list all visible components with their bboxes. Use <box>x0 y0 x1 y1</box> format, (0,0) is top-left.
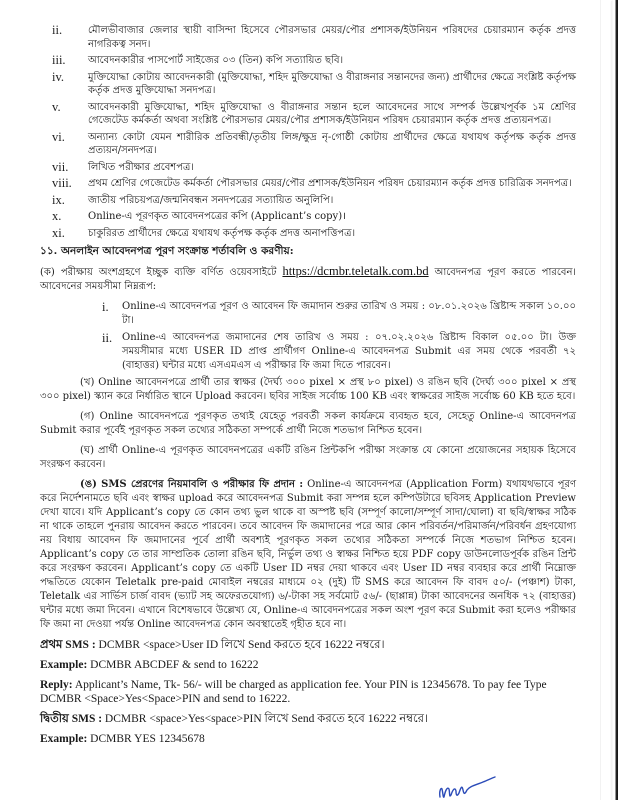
paragraph-ka-prefix: (ক) পরীক্ষায় অংশগ্রহণে ইচ্ছুক ব্যক্তি বর্ণিত ওয়েবসাইটে <box>40 267 283 278</box>
item-text: লিখিত পরীক্ষার প্রবেশপত্র। <box>88 161 194 173</box>
item-number: x. <box>52 209 62 223</box>
paragraph-ka <box>40 264 576 294</box>
first-sms-line <box>40 638 576 652</box>
reply-label: Reply: <box>40 679 73 691</box>
sms-fee-body: Online-এ আবেদনপত্র (Application Form) যথাযথভাবে পূরণ করে নির্দেশনামতে ছবি এবং স্বাক্ষর upload করে আবেদনপত্র Submit করা সম্পন্ন হলে কম্পিউটারে ছবিসহ Application Preview দেখা যাবে। যদি Applicant’s copy তে কোন তথ্য ভুল থাকে বা অস্পষ্ট ছবি (সম্পূর্ণ কালো/সম্পূর্ণ সাদা/ঘোলা) বা ছবি/স্বাক্ষর সঠিক না থাকে তাহলে পুনরায় আবেদন করতে পারবেন। তবে আবেদন ফি জমাদানের পরে আর কোন পরিবর্তন/পরিমার্জন/পরিবর্ধন গ্রহণযোগ্য নয় বিধায় আবেদন ফি জমাদানের পূর্বে প্রার্থী অবশ্যই পূরণকৃত সকল তথ্যের সঠিকতা সম্পর্কে নিজে শতভাগ নিশ্চিত হবেন। Applicant’s copy তে তার সাম্প্রতিক তোলা রঙিন ছবি, নির্ভুল তথ্য ও স্বাক্ষর নিশ্চিত হয়ে PDF copy ডাউনলোডপূর্বক রঙিন প্রিন্ট করে সংরক্ষণ করবেন। Applicant’s copy তে একটি User ID নম্বর দেয়া থাকবে এবং User ID নম্বর ব্যবহার করে প্রার্থী নিম্নোক্ত পদ্ধতিতে যেকোন Teletalk pre-paid মোবাইল নম্বরের মাধ্যমে ০২ (দুই) টি SMS করে আবেদন ফি বাবদ ৫০/- (পঞ্চাশ) টাকা, Teletalk এর সার্ভিস চার্জ বাবদ (ভ্যাট সহ অফেরতযোগ্য) ৬/-টাকা সহ সর্বমোট ৫৬/- (ছাপ্পান্ন) টাকা আবেদনের অনধিক ৭২ (বাহাত্তর) ঘন্টার মধ্যে জমা দিবেন। এখানে বিশেষভাবে উল্লেখ্য যে, Online-এ আবেদনপত্রের সকল অংশ পূরণ করে Submit করা হলেও পরীক্ষার ফি জমা না দেওয়া পর্যন্ত Online আবেদনপত্র কোন অবস্থাতেই গৃহীত হবে না। <box>40 479 576 630</box>
item-number: viii. <box>52 176 72 190</box>
first-sms-text: DCMBR <space>User ID লিখে Send করতে হবে 16222 নম্বরে। <box>95 639 385 651</box>
item-text: মৌলভীবাজার জেলার স্থায়ী বাসিন্দা হিসেবে পৌরসভার মেয়র/পৌর প্রশাসক/ইউনিয়ন পরিষদের চেয়ারম্যান কর্তৃক প্রদত্ত নাগরিকত্ব সনদ। <box>88 25 576 50</box>
example-2-label: Example: <box>40 733 88 745</box>
section-heading: ১১. অনলাইন আবেদনপত্র পূরণ সংক্রান্ত শর্তাবলি ও করণীয়: <box>40 245 294 257</box>
item-text: জাতীয় পরিচয়পত্র/জন্মনিবন্ধন সনদপত্রের সত্যায়িত অনুলিপি। <box>88 194 334 206</box>
document-page <box>40 0 576 752</box>
paragraph-gha: (ঘ) প্রার্থী Online-এ পূরণকৃত আবেদনপত্রের একটি রঙিন প্রিন্টকপি পরীক্ষা সংক্রান্ত যে কোনো প্রয়োজনের সহায়ক হিসেবে সংরক্ষণ করবেন। <box>40 445 576 470</box>
deadline-text: Online-এ আবেদনপত্র জমাদানের শেষ তারিখ ও সময় : ০৭.০২.২০২৬ খ্রিষ্টাব্দ বিকাল ০৫.০০ টা। উক্ত সময়সীমার মধ্যে USER ID প্রাপ্ত প্রার্থীগণ Online-এ আবেদনপত্র Submit এর সময় থেকে পরবর্তী ৭২ (বাহাত্তর) ঘন্টার মধ্যে এসএমএস এ পরীক্ষার ফি জমা দিতে পারবেন। <box>122 332 576 371</box>
item-text: আবেদনকারী মুক্তিযোদ্ধা, শহিদ মুক্তিযোদ্ধা ও বীরাঙ্গনার সন্তান হলে আবেদনের সাথে সম্পর্ক উল্লেখপূর্বক ১ম শ্রেণির গেজেটেড কর্মকর্তা অথবা সংশ্লিষ্ট পৌরসভার মেয়র/পৌর প্রশাসক/ইউনিয়ন পরিষদ চেয়ারম্যান কর্তৃক প্রদত্ত প্রত্যয়নপত্র। <box>88 101 576 126</box>
item-number: iv. <box>52 69 65 84</box>
reply-line <box>40 678 576 706</box>
paper-fold-shadow <box>600 0 601 800</box>
item-text: Online-এ পূরণকৃত আবেদনপত্রের কপি (Applicant’s copy)। <box>88 211 346 222</box>
second-sms-line <box>40 712 576 726</box>
item-text: চাকুরিরত প্রার্থীদের ক্ষেত্রে যথাযথ কর্তৃপক্ষ কর্তৃক প্রদত্ত অনাপত্তিপত্র। <box>88 227 356 239</box>
item-number: v. <box>52 99 61 114</box>
item-text: আবেদনকারীর পাসপোর্ট সাইজের ০৩ (তিন) কপি সত্যায়িত ছবি। <box>88 55 344 66</box>
example-2-line <box>40 732 576 746</box>
list-item <box>40 210 576 224</box>
list-item <box>40 71 576 98</box>
scan-edge-border <box>610 0 618 800</box>
list-item <box>40 24 576 51</box>
list-item <box>40 161 576 175</box>
first-sms-label: প্রথম SMS : <box>40 639 96 651</box>
signature-icon <box>438 773 498 800</box>
paragraph-kha: (খ) Online আবেদনপত্রে প্রার্থী তার স্বাক্ষর (দৈর্ঘ্য ৩০০ pixel × প্রস্থ ৮০ pixel) ও রঙিন ছবি (দৈর্ঘ্য ৩০০ pixel × প্রস্থ ৩০০ pixel) স্ক্যান করে নির্ধারিত স্থানে Upload করবেন। ছবির সাইজ সর্বোচ্চ 100 KB এবং স্বাক্ষরের সাইজ সর্বোচ্চ 60 KB হতে হবে। <box>40 377 576 402</box>
example-2-text: DCMBR YES 12345678 <box>87 733 205 745</box>
paragraph-uma <box>40 478 576 632</box>
paragraph-ka-suffix: আবেদনপত্র পূরণ করতে পারবেন। আবেদনের সময়সীমা নিম্নরূপ: <box>40 267 576 292</box>
item-number: ii. <box>52 23 63 37</box>
item-number: vi. <box>52 129 65 144</box>
example-1-label: Example: <box>40 659 88 671</box>
deadline-item <box>40 331 576 373</box>
application-website-link[interactable]: https://dcmbr.teletalk.com.bd <box>282 264 429 278</box>
item-number: ix. <box>52 192 65 207</box>
list-item <box>40 194 576 208</box>
item-text: প্রথম শ্রেণির গেজেটেড কর্মকর্তা পৌরসভার মেয়র/পৌর প্রশাসক/ইউনিয়ন পরিষদ চেয়ারম্যান কর্তৃক প্রদত্ত চারিত্রিক সনদপত্র। <box>88 178 572 189</box>
reply-text: Applicant’s Name, Tk- 56/- will be charged as application fee. Your PIN is 12345678. To pay fee Type DCMBR <Space>Yes<Space>PIN and send to 16222. <box>40 679 547 705</box>
item-text: অন্যান্য কোটা যেমন শারীরিক প্রতিবন্ধী/তৃতীয় লিঙ্গ/ক্ষুদ্র নৃ-গোষ্ঠী কোটায় প্রার্থীদের ক্ষেত্রে যথাযথ কর্তৃপক্ষ কর্তৃক প্রদত্ত প্রত্যয়ন/সনদপত্র। <box>88 131 576 156</box>
example-1-line <box>40 658 576 672</box>
item-number: vii. <box>52 159 69 174</box>
item-number: iii. <box>52 53 66 67</box>
item-text: মুক্তিযোদ্ধা কোটায় আবেদনকারী (মুক্তিযোদ্ধা, শহিদ মুক্তিযোদ্ধা ও বীরাঙ্গনার সন্তানদের জন্য) প্রার্থীদের ক্ষেত্রে সংশ্লিষ্ট কর্তৃপক্ষ কর্তৃক প্রদত্ত মুক্তিযোদ্ধা সনদপত্র। <box>88 71 576 96</box>
list-item <box>40 177 576 191</box>
required-documents-list <box>40 24 576 240</box>
deadline-text: Online-এ আবেদনপত্র পূরণ ও আবেদন ফি জমাদান শুরুর তারিখ ও সময় : ০৮.০১.২০২৬ খ্রিষ্টাব্দ সকাল ১০.০০ টা। <box>122 301 576 326</box>
deadline-number: i. <box>102 300 109 314</box>
deadline-number: ii. <box>102 331 113 345</box>
list-item <box>40 101 576 128</box>
item-number: xi. <box>52 225 65 240</box>
paragraph-ga: (গ) Online আবেদনপত্রে পূরণকৃত তথ্যই যেহেতু পরবর্তী সকল কার্যক্রমে ব্যবহৃত হবে, সেহেতু Online-এ আবেদনপত্র Submit করার পূর্বেই পূরণকৃত সকল তথ্যের সঠিকতা সম্পর্কে প্রার্থী নিজে শতভাগ নিশ্চিত হবেন। <box>40 411 576 436</box>
example-1-text: DCMBR ABCDEF & send to 16222 <box>87 659 259 671</box>
deadline-item <box>40 300 576 328</box>
list-item <box>40 227 576 241</box>
second-sms-text: DCMBR <space>Yes<space>PIN লিখে Send করতে হবে 16222 নম্বরে। <box>102 713 429 725</box>
list-item <box>40 54 576 68</box>
list-item <box>40 131 576 158</box>
sms-fee-heading: (ঙ) SMS প্রেরণের নিয়মাবলি ও পরীক্ষার ফি প্রদান : <box>80 479 304 490</box>
second-sms-label: দ্বিতীয় SMS : <box>40 713 103 725</box>
